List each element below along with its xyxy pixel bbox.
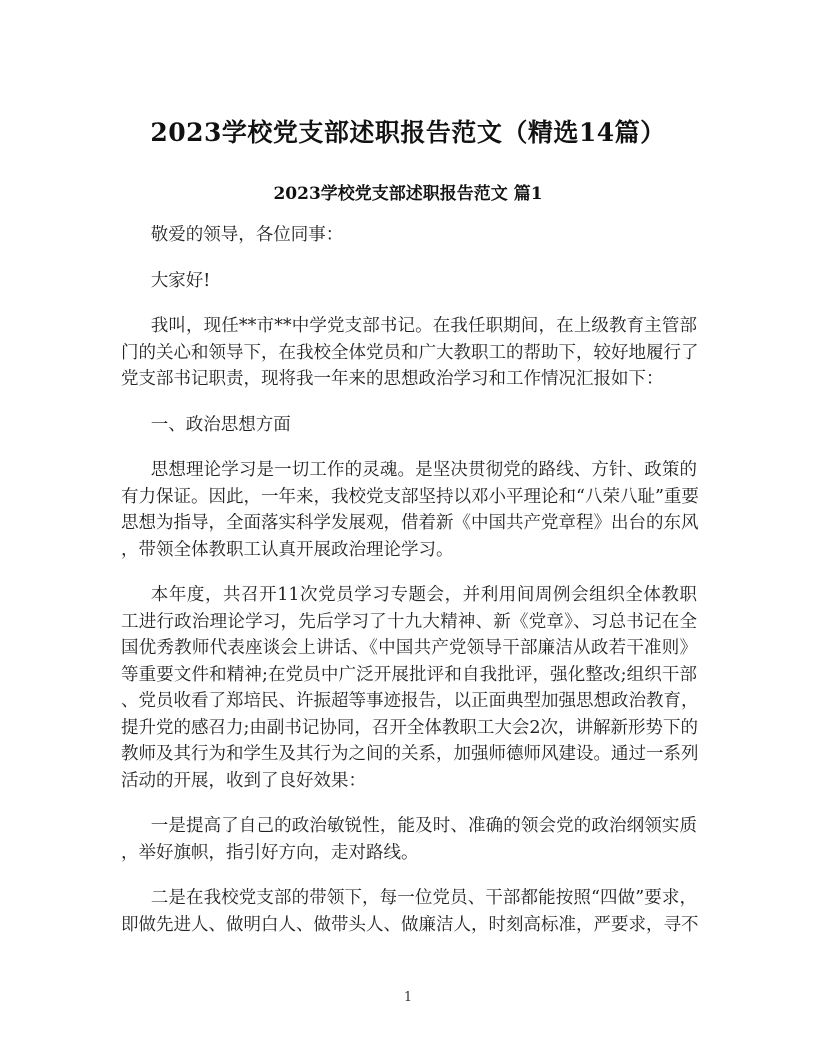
text-line: 一是提高了自己的政治敏锐性，能及时、准确的领会党的政治纲领实质	[150, 816, 697, 836]
paragraph	[121, 813, 697, 866]
text-line: 党支部书记职责，现将我一年来的思想政治学习和工作情况汇报如下：	[121, 369, 664, 389]
paragraph	[121, 885, 697, 938]
text-line: 思想为指导，全面落实科学发展观，借着新《中国共产党章程》出台的东风	[121, 513, 699, 533]
text-line: 敬爱的领导，各位同事：	[150, 225, 344, 245]
document-title: 2023学校党支部述职报告范文（精选14篇）	[150, 118, 666, 147]
paragraph	[121, 313, 697, 393]
text-line: 教师及其行为和学生及其行为之间的关系，加强师德师风建设。通过一系列	[121, 744, 699, 764]
text-line: 思想理论学习是一切工作的灵魂。是坚决贯彻党的路线、方针、政策的	[150, 460, 697, 480]
document-body	[121, 222, 697, 957]
text-line: 国优秀教师代表座谈会上讲话、《中国共产党领导干部廉洁从政若干准则》	[121, 638, 697, 658]
text-line: 、党员收看了郑培民、许振超等事迹报告，以正面典型加强思想政治教育，	[121, 691, 699, 711]
paragraph	[121, 222, 697, 249]
page-number: 1	[403, 990, 413, 1005]
paragraph	[121, 412, 697, 439]
text-line: 即做先进人、做明白人、做带头人、做廉洁人，时刻高标准，严要求，寻不	[121, 914, 699, 935]
text-line: 工进行政治理论学习，先后学习了十九大精神、新《党章》、习总书记在全	[121, 611, 697, 632]
text-line: ，带领全体教职工认真开展政治理论学习。	[121, 539, 454, 560]
paragraph	[121, 268, 697, 295]
text-line: 本年度，共召开11次党员学习专题会，并利用间周例会组织全体教职	[150, 585, 697, 605]
text-line: 二是在我校党支部的带领下，每一位党员、干部都能按照“四做”要求，	[150, 888, 697, 908]
text-line: 等重要文件和精神;在党员中广泛开展批评和自我批评，强化整改;组织干部	[121, 664, 697, 685]
text-line: 门的关心和领导下，在我校全体党员和广大教职工的帮助下，较好地履行了	[121, 342, 699, 363]
text-line: ，举好旗帜，指引好方向，走对路线。	[121, 842, 419, 863]
section-title: 2023学校党支部述职报告范文 篇1	[273, 184, 543, 204]
paragraph	[121, 457, 697, 563]
text-line: 提升党的感召力;由副书记协同，召开全体教职工大会2次，讲解新形势下的	[121, 717, 699, 738]
text-line: 我叫，现任**市**中学党支部书记。在我任职期间，在上级教育主管部	[150, 316, 697, 336]
text-line: 一、政治思想方面	[150, 414, 291, 435]
text-line: 活动的开展，收到了良好效果：	[121, 770, 366, 791]
paragraph	[121, 582, 697, 794]
text-line: 有力保证。因此，一年来，我校党支部坚持以邓小平理论和“八荣八耻”重要	[121, 486, 699, 507]
text-line: 大家好!	[150, 270, 211, 291]
